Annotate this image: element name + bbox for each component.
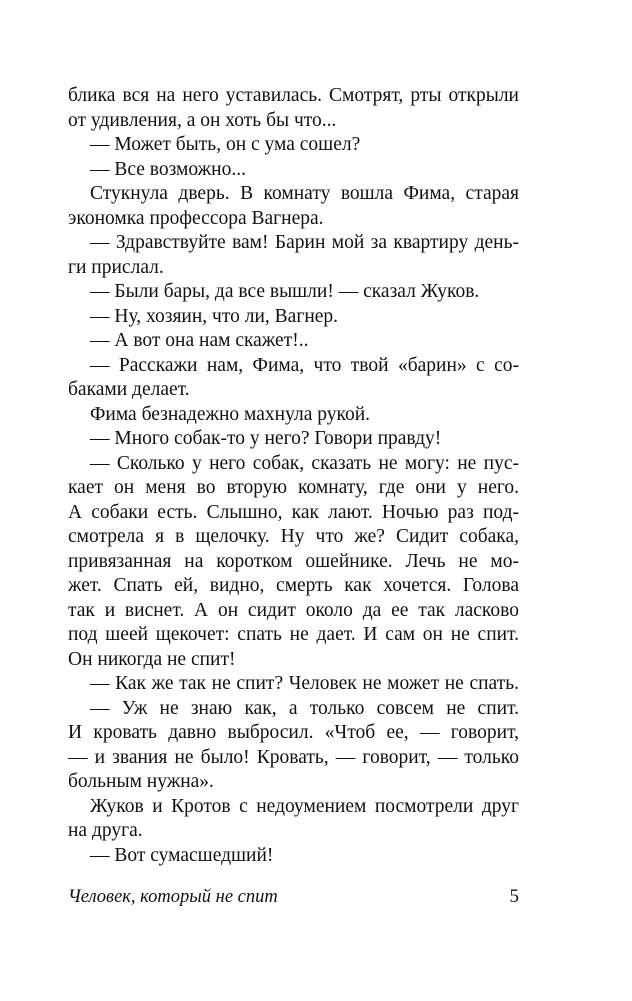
- text-line: — Сколько у него собак, сказать не могу: не пус-: [90, 452, 519, 474]
- text-line: — Ну, хозяин, что ли, Вагнер.: [90, 305, 339, 327]
- text-line: блика вся на него уставилась. Смотрят, рты открыли: [68, 85, 519, 106]
- text-line: — Вот сумасшедший!: [90, 844, 274, 866]
- text-line: — Много собак-то у него? Говори правду!: [90, 428, 442, 449]
- text-line: жет. Спать ей, видно, смерть как хочется. Голова: [68, 575, 519, 596]
- page-number: 5: [509, 886, 519, 907]
- text-line: смотрела я в щелочку. Ну что же? Сидит собака,: [68, 526, 519, 547]
- text-line: И кровать давно выбросил. «Чтоб ее, — говорит,: [68, 722, 519, 743]
- running-title: Человек, который не спит: [68, 887, 278, 907]
- text-line: так и виснет. А он сидит около да ее так ласково: [68, 599, 519, 621]
- text-line: Стукнула дверь. В комнату вошла Фима, старая: [90, 183, 519, 204]
- text-line: под шеей щекочет: спать не дает. И сам он не спит.: [68, 624, 519, 645]
- text-line: больным нужна».: [68, 771, 214, 792]
- text-line: — Были бары, да все вышли! — сказал Жуков.: [90, 281, 480, 302]
- text-line: — Уж не знаю как, а только совсем не спит.: [90, 697, 519, 719]
- text-line: от удивления, а он хоть бы что...: [68, 109, 337, 131]
- text-line: А собаки есть. Слышно, как лают. Ночью раз под-: [68, 501, 519, 523]
- text-line: Он никогда не спит!: [68, 648, 236, 670]
- text-line: — Здравствуйте вам! Барин мой за квартиру день-: [90, 232, 519, 253]
- text-line: на друга.: [68, 820, 143, 841]
- text-line: Жуков и Кротов с недоумением посмотрели друг: [90, 795, 519, 817]
- page-footer: [68, 884, 519, 910]
- text-line: — Может быть, он с ума сошел?: [90, 134, 361, 155]
- text-line: привязанная на коротком ошейнике. Лечь не мо-: [68, 550, 519, 572]
- text-line: Фима безнадежно махнула рукой.: [90, 403, 371, 425]
- text-line: — Как же так не спит? Человек не может не спать.: [90, 673, 519, 694]
- text-line: баками делает.: [68, 379, 190, 400]
- text-line: кает он меня во вторую комнату, где они у него.: [68, 477, 519, 498]
- text-line: — Расскажи нам, Фима, что твой «барин» с со-: [90, 354, 519, 376]
- text-line: — и звания не было! Кровать, — говорит, — только: [68, 746, 519, 768]
- body-text: [68, 84, 519, 868]
- text-line: — Все возможно...: [90, 158, 246, 180]
- text-line: экономка профессора Вагнера.: [68, 207, 324, 229]
- text-line: ги прислал.: [68, 256, 164, 278]
- text-line: — А вот она нам скажет!..: [90, 330, 309, 351]
